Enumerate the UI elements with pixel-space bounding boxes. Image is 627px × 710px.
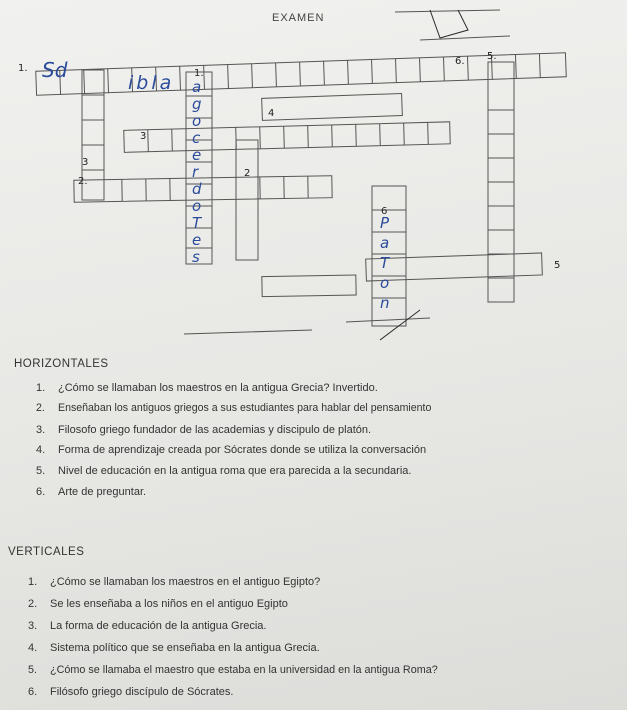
grid-number-v3: 3: [82, 157, 89, 168]
clue-number: 4.: [28, 642, 38, 654]
grid-number-h2: 2.: [78, 176, 88, 187]
clue-horizontal-4: [36, 444, 426, 456]
grid-number-v1: 1.: [194, 68, 204, 79]
grid-number-h1: 1.: [18, 63, 28, 74]
hand-letter: o: [192, 197, 202, 215]
clue-number: 2.: [28, 598, 38, 610]
handwritten-row1: Sd: [42, 58, 68, 82]
clue-horizontal-1: [36, 382, 378, 394]
clue-horizontal-6: [36, 486, 146, 498]
hand-letter: d: [192, 180, 202, 198]
clue-vertical-4: [28, 642, 320, 654]
hand-letter: e: [192, 231, 202, 249]
clue-text: Arte de preguntar.: [58, 486, 147, 498]
grid-number-h4: 4: [268, 108, 275, 119]
clue-text: Sistema político que se enseñaba en la antigua Grecia.: [50, 642, 320, 654]
verticales-heading: VERTICALES: [8, 546, 85, 558]
clue-number: 6.: [28, 686, 38, 698]
handwritten-column-1: [192, 78, 210, 265]
clue-vertical-2: [28, 598, 288, 610]
clue-text: ¿Cómo se llamaban los maestros en la antigua Grecia? Invertido.: [58, 382, 378, 394]
handwritten-column-6: [380, 214, 398, 314]
clue-number: 4.: [36, 444, 46, 456]
hand-letter: P: [380, 214, 390, 232]
grid-number-h5: 5: [554, 260, 561, 271]
handwritten-row1b: ibla: [128, 72, 175, 94]
clue-vertical-5: [28, 664, 438, 676]
clue-number: 1.: [36, 382, 46, 394]
clue-horizontal-2: [36, 402, 431, 414]
clue-number: 3.: [28, 620, 38, 632]
page-title: EXAMEN: [272, 12, 325, 24]
clue-text: Forma de aprendizaje creada por Sócrates donde se utiliza la conversación: [58, 444, 427, 456]
clue-horizontal-5: [36, 465, 411, 477]
hand-letter: T: [192, 214, 202, 232]
clue-number: 3.: [36, 424, 46, 436]
hand-letter: n: [380, 294, 390, 312]
clue-vertical-1: [28, 576, 320, 588]
clue-text: Filósofo griego discípulo de Sócrates.: [50, 686, 234, 698]
clue-text: Filosofo griego fundador de las academias y discipulo de platón.: [58, 424, 372, 436]
clue-number: 1.: [28, 576, 38, 588]
hand-letter: s: [192, 248, 200, 266]
clue-text: Enseñaban los antiguos griegos a sus estudiantes para hablar del pensamiento: [58, 402, 432, 414]
hand-letter: a: [380, 234, 390, 252]
grid-number-h3: 3: [140, 131, 147, 142]
clue-text: Nivel de educación en la antigua roma que era parecida a la secundaria.: [58, 465, 412, 477]
hand-letter: e: [192, 146, 202, 164]
hand-letter: o: [380, 274, 390, 292]
hand-letter: a: [192, 78, 202, 96]
clue-horizontal-3: [36, 424, 371, 436]
grid-number-v2: 2: [244, 168, 251, 179]
clue-text: ¿Cómo se llamaba el maestro que estaba en la universidad en la antigua Roma?: [50, 664, 438, 676]
clue-vertical-6: [28, 686, 233, 698]
clue-number: 2.: [36, 402, 45, 414]
clue-number: 5.: [28, 664, 38, 676]
grid-number-v5: 5.: [487, 51, 497, 62]
hand-letter: r: [192, 163, 199, 181]
clue-vertical-3: [28, 620, 266, 632]
hand-letter: o: [192, 112, 202, 130]
horizontales-heading: HORIZONTALES: [14, 358, 109, 370]
clue-text: La forma de educación de la antigua Grecia.: [50, 620, 267, 632]
clue-text: ¿Cómo se llamaban los maestros en el antiguo Egipto?: [50, 576, 321, 588]
hand-letter: g: [192, 95, 202, 113]
clue-number: 5.: [36, 465, 46, 477]
grid-number-h6: 6: [381, 206, 388, 217]
hand-letter: c: [192, 129, 201, 147]
hand-letter: T: [380, 254, 390, 272]
clue-text: Se les enseñaba a los niños en el antiguo Egipto: [50, 598, 288, 610]
clue-number: 6.: [36, 486, 46, 498]
grid-number-v6: 6.: [455, 56, 465, 67]
